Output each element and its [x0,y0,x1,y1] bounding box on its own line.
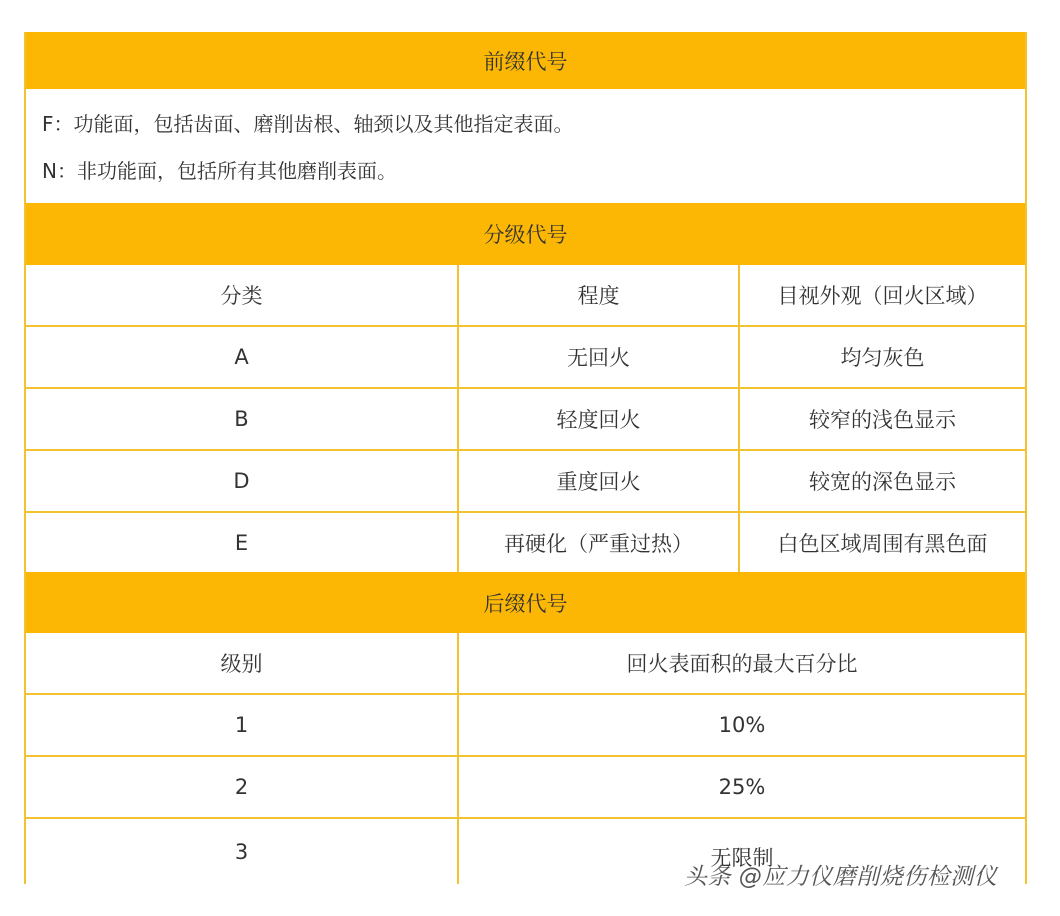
grade-header-row [26,265,1025,327]
table-row [26,389,1025,451]
grade-appearance: 白色区域周围有黑色面 [738,513,1025,572]
grade-degree: 重度回火 [457,451,738,511]
suffix-header-row [26,633,1025,695]
suffix-max-percentage: 25% [457,757,1025,817]
table-row [26,695,1025,757]
grade-header-appearance: 目视外观（回火区域） [738,265,1025,325]
grade-category: D [233,469,250,493]
suffix-title: 后缀代号 [483,591,568,616]
suffix-section-header [26,572,1025,633]
prefix-section-header [26,32,1025,89]
suffix-level: 3 [234,839,249,864]
prefix-title: 前缀代号 [483,49,568,74]
table-row [26,451,1025,513]
suffix-header-level: 级别 [220,652,263,676]
grinding-burn-code-table [24,32,1027,884]
suffix-level: 2 [234,775,249,799]
grade-header-degree: 程度 [457,265,738,325]
table-row [26,757,1025,819]
suffix-level: 1 [234,713,249,737]
grade-appearance: 较宽的深色显示 [738,451,1025,511]
grade-degree: 再硬化（严重过热） [457,513,738,572]
grade-section-header [26,203,1025,265]
grade-category: B [234,407,249,431]
grade-appearance: 较窄的浅色显示 [738,389,1025,449]
table-row [26,327,1025,389]
prefix-description [26,89,1025,203]
suffix-max-percentage: 无限制 [457,819,1025,884]
source-watermark: 头条 @应力仪磨削烧伤检测仪 [684,864,998,890]
prefix-line-f: F：功能面，包括齿面、磨削齿根、轴颈以及其他指定表面。 [42,112,574,136]
grade-header-category: 分类 [220,284,263,308]
grade-category: A [234,345,249,369]
suffix-max-percentage: 10% [457,695,1025,755]
suffix-header-max-percentage: 回火表面积的最大百分比 [457,633,1025,693]
grade-appearance: 均匀灰色 [738,327,1025,387]
grade-degree: 无回火 [457,327,738,387]
grade-title: 分级代号 [483,223,568,247]
grade-category: E [234,530,249,555]
grade-degree: 轻度回火 [457,389,738,449]
prefix-line-n: N：非功能面，包括所有其他磨削表面。 [42,159,397,183]
table-row [26,513,1025,572]
